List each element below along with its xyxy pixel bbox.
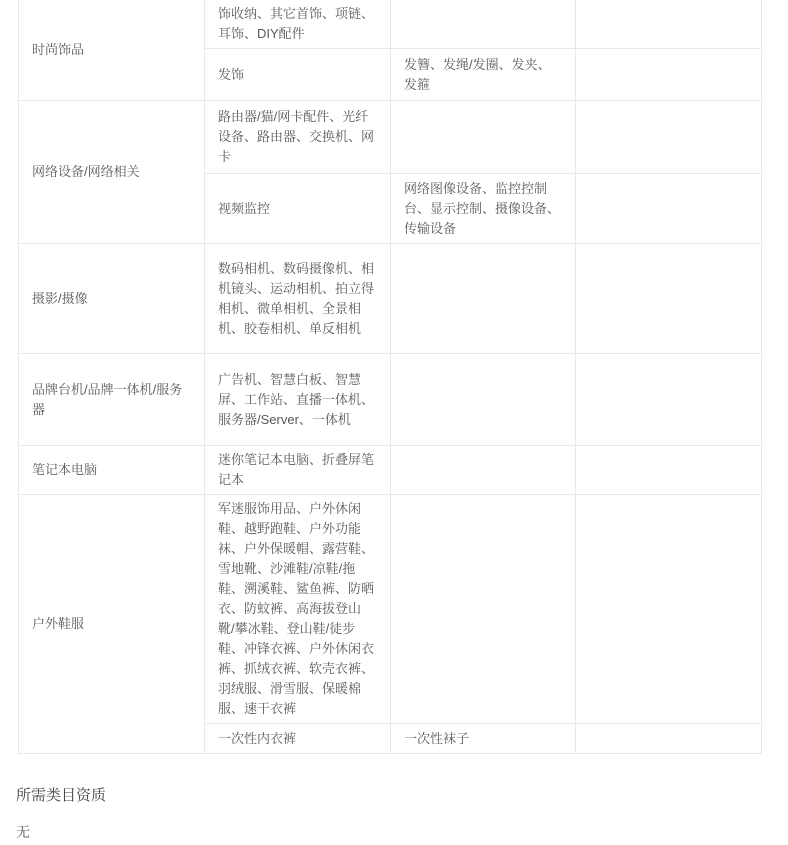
table-row [19, 244, 762, 354]
category-level1-cell: 户外鞋服 [19, 495, 205, 754]
category-level4-cell [576, 495, 762, 724]
category-level3-cell [391, 446, 576, 495]
category-level2-cell: 视频监控 [205, 174, 391, 244]
category-level3-cell: 网络图像设备、监控控制台、显示控制、摄像设备、传输设备 [391, 174, 576, 244]
category-level4-cell [576, 724, 762, 754]
category-level1-cell: 笔记本电脑 [19, 446, 205, 495]
category-level1-cell: 摄影/摄像 [19, 244, 205, 354]
category-level2-cell: 迷你笔记本电脑、折叠屏笔记本 [205, 446, 391, 495]
table-row [19, 446, 762, 495]
category-level3-cell: 一次性袜子 [391, 724, 576, 754]
category-level4-cell [576, 49, 762, 101]
category-level2-cell: 路由器/猫/网卡配件、光纤设备、路由器、交换机、网卡 [205, 101, 391, 174]
category-level3-cell [391, 244, 576, 354]
table-row [19, 101, 762, 174]
table-row [19, 495, 762, 724]
category-level4-cell [576, 446, 762, 495]
category-level2-cell: 数码相机、数码摄像机、相机镜头、运动相机、拍立得相机、微单相机、全景相机、胶卷相机、单反相机 [205, 244, 391, 354]
category-level3-cell [391, 101, 576, 174]
category-level4-cell [576, 244, 762, 354]
category-level3-cell [391, 0, 576, 49]
category-level4-cell [576, 174, 762, 244]
category-table [18, 0, 762, 754]
category-level2-cell: 饰收纳、其它首饰、项链、耳饰、DIY配件 [205, 0, 391, 49]
category-level4-cell [576, 101, 762, 174]
category-level3-cell [391, 495, 576, 724]
category-level1-cell: 网络设备/网络相关 [19, 101, 205, 244]
qualification-value: 无 [16, 824, 30, 840]
category-level1-cell: 品牌台机/品牌一体机/服务器 [19, 354, 205, 446]
category-level2-cell: 广告机、智慧白板、智慧屏、工作站、直播一体机、服务器/Server、一体机 [205, 354, 391, 446]
qualification-heading: 所需类目资质 [16, 787, 107, 804]
category-level3-cell: 发簪、发绳/发圈、发夹、发箍 [391, 49, 576, 101]
table-row [19, 0, 762, 49]
category-level2-cell: 军迷服饰用品、户外休闲鞋、越野跑鞋、户外功能袜、户外保暖帽、露营鞋、雪地靴、沙滩鞋/凉鞋/拖鞋、溯溪鞋、鲨鱼裤、防晒衣、防蚊裤、高海拔登山靴/攀冰鞋、登山鞋/徒步鞋、冲锋衣裤、户外休闲衣裤、抓绒衣裤、软壳衣裤、羽绒服、滑雪服、保暖棉服、速干衣裤 [205, 495, 391, 724]
category-level3-cell [391, 354, 576, 446]
category-level2-cell: 发饰 [205, 49, 391, 101]
category-level2-cell: 一次性内衣裤 [205, 724, 391, 754]
category-level4-cell [576, 354, 762, 446]
category-level4-cell [576, 0, 762, 49]
table-row [19, 354, 762, 446]
category-level1-cell: 时尚饰品 [19, 0, 205, 101]
